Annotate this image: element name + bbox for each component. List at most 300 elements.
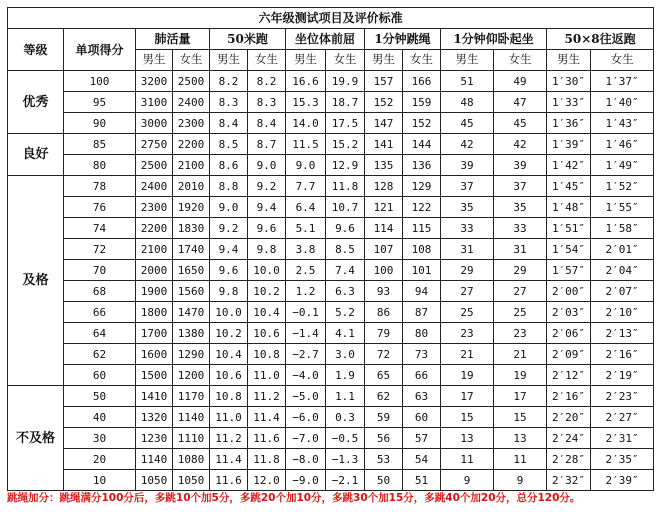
value-cell: 11.0 — [248, 365, 286, 386]
value-cell: 2200 — [136, 218, 173, 239]
value-cell: 29 — [441, 260, 494, 281]
value-cell: 2′03″ — [547, 302, 591, 323]
value-cell: 53 — [365, 449, 403, 470]
value-cell: 115 — [403, 218, 441, 239]
value-cell: 144 — [403, 134, 441, 155]
value-cell: 1′54″ — [547, 239, 591, 260]
level-cell: 优秀 — [8, 71, 64, 134]
score-cell: 76 — [64, 197, 136, 218]
value-cell: 1′58″ — [591, 218, 654, 239]
value-cell: 10.7 — [326, 197, 365, 218]
value-cell: 10.2 — [248, 281, 286, 302]
gender-female: 女生 — [494, 50, 547, 71]
value-cell: 8.4 — [248, 113, 286, 134]
score-cell: 50 — [64, 386, 136, 407]
score-cell: 40 — [64, 407, 136, 428]
table-row — [8, 365, 654, 386]
value-cell: 9.8 — [210, 281, 248, 302]
value-cell: 141 — [365, 134, 403, 155]
score-cell: 78 — [64, 176, 136, 197]
value-cell: 100 — [365, 260, 403, 281]
value-cell: 39 — [441, 155, 494, 176]
value-cell: 5.2 — [326, 302, 365, 323]
header-shuttle-run: 50×8往返跑 — [547, 29, 654, 50]
value-cell: 8.8 — [210, 176, 248, 197]
table-row — [8, 302, 654, 323]
score-cell: 68 — [64, 281, 136, 302]
value-cell: 17.5 — [326, 113, 365, 134]
value-cell: 1.2 — [286, 281, 326, 302]
value-cell: 2300 — [173, 113, 210, 134]
header-vital-capacity: 肺活量 — [136, 29, 210, 50]
value-cell: 11.0 — [210, 407, 248, 428]
value-cell: 1470 — [173, 302, 210, 323]
value-cell: 2′07″ — [591, 281, 654, 302]
value-cell: 2200 — [173, 134, 210, 155]
value-cell: 9.0 — [286, 155, 326, 176]
value-cell: 9.4 — [248, 197, 286, 218]
table-row — [8, 71, 654, 92]
value-cell: 45 — [494, 113, 547, 134]
value-cell: 16.6 — [286, 71, 326, 92]
score-cell: 20 — [64, 449, 136, 470]
value-cell: 19 — [441, 365, 494, 386]
value-cell: 9.2 — [248, 176, 286, 197]
score-cell: 85 — [64, 134, 136, 155]
table-row — [8, 176, 654, 197]
rope-bonus-note: 跳绳加分：跳绳满分100分后，多跳10个加5分，多跳20个加10分，多跳30个加15分，多跳40个加20分，总分120分。 — [7, 492, 581, 504]
value-cell: 2′19″ — [591, 365, 654, 386]
value-cell: 1′36″ — [547, 113, 591, 134]
value-cell: 2′13″ — [591, 323, 654, 344]
value-cell: 21 — [494, 344, 547, 365]
gender-male: 男生 — [365, 50, 403, 71]
value-cell: 2′35″ — [591, 449, 654, 470]
value-cell: 63 — [403, 386, 441, 407]
value-cell: −5.0 — [286, 386, 326, 407]
score-cell: 100 — [64, 71, 136, 92]
value-cell: 1290 — [173, 344, 210, 365]
value-cell: 9.0 — [210, 197, 248, 218]
value-cell: 11 — [494, 449, 547, 470]
standards-table-wrapper — [7, 7, 653, 491]
table-title: 六年级测试项目及评价标准 — [8, 8, 654, 29]
value-cell: 121 — [365, 197, 403, 218]
value-cell: 27 — [494, 281, 547, 302]
value-cell: 49 — [494, 71, 547, 92]
value-cell: 11.2 — [248, 386, 286, 407]
value-cell: 8.2 — [210, 71, 248, 92]
value-cell: 2500 — [136, 155, 173, 176]
header-row — [8, 29, 654, 50]
value-cell: 35 — [494, 197, 547, 218]
table-row — [8, 281, 654, 302]
value-cell: 1′49″ — [591, 155, 654, 176]
value-cell: 47 — [494, 92, 547, 113]
value-cell: 8.3 — [210, 92, 248, 113]
value-cell: 2′00″ — [547, 281, 591, 302]
value-cell: 157 — [365, 71, 403, 92]
value-cell: 17 — [494, 386, 547, 407]
score-cell: 10 — [64, 470, 136, 491]
value-cell: 1.1 — [326, 386, 365, 407]
value-cell: 11.8 — [326, 176, 365, 197]
value-cell: 2′23″ — [591, 386, 654, 407]
value-cell: 59 — [365, 407, 403, 428]
value-cell: 33 — [441, 218, 494, 239]
value-cell: 152 — [365, 92, 403, 113]
value-cell: 1700 — [136, 323, 173, 344]
gender-male: 男生 — [547, 50, 591, 71]
value-cell: 1800 — [136, 302, 173, 323]
value-cell: 79 — [365, 323, 403, 344]
value-cell: 5.1 — [286, 218, 326, 239]
value-cell: −8.0 — [286, 449, 326, 470]
value-cell: 9.2 — [210, 218, 248, 239]
value-cell: 1900 — [136, 281, 173, 302]
value-cell: 11.4 — [248, 407, 286, 428]
value-cell: 2′32″ — [547, 470, 591, 491]
value-cell: 8.5 — [326, 239, 365, 260]
value-cell: 101 — [403, 260, 441, 281]
value-cell: 2100 — [173, 155, 210, 176]
value-cell: 37 — [494, 176, 547, 197]
value-cell: 51 — [441, 71, 494, 92]
value-cell: 1500 — [136, 365, 173, 386]
gender-male: 男生 — [441, 50, 494, 71]
value-cell: 2400 — [173, 92, 210, 113]
value-cell: 10.4 — [210, 344, 248, 365]
value-cell: 2′06″ — [547, 323, 591, 344]
table-row — [8, 218, 654, 239]
value-cell: 1600 — [136, 344, 173, 365]
value-cell: 1170 — [173, 386, 210, 407]
value-cell: 136 — [403, 155, 441, 176]
value-cell: 1.9 — [326, 365, 365, 386]
score-cell: 72 — [64, 239, 136, 260]
value-cell: 1050 — [173, 470, 210, 491]
level-cell: 良好 — [8, 134, 64, 176]
value-cell: 2′04″ — [591, 260, 654, 281]
value-cell: 19 — [494, 365, 547, 386]
value-cell: 57 — [403, 428, 441, 449]
value-cell: 2100 — [136, 239, 173, 260]
value-cell: 166 — [403, 71, 441, 92]
value-cell: 129 — [403, 176, 441, 197]
value-cell: 2000 — [136, 260, 173, 281]
value-cell: 8.5 — [210, 134, 248, 155]
value-cell: 27 — [441, 281, 494, 302]
header-sit-and-reach: 坐位体前屈 — [286, 29, 365, 50]
gender-male: 男生 — [210, 50, 248, 71]
value-cell: 48 — [441, 92, 494, 113]
value-cell: 35 — [441, 197, 494, 218]
value-cell: 56 — [365, 428, 403, 449]
value-cell: 60 — [403, 407, 441, 428]
value-cell: 11 — [441, 449, 494, 470]
value-cell: 1′30″ — [547, 71, 591, 92]
value-cell: 2′31″ — [591, 428, 654, 449]
table-row — [8, 470, 654, 491]
table-row — [8, 197, 654, 218]
value-cell: 7.4 — [326, 260, 365, 281]
value-cell: 12.0 — [248, 470, 286, 491]
value-cell: 8.3 — [248, 92, 286, 113]
value-cell: 17 — [441, 386, 494, 407]
value-cell: −4.0 — [286, 365, 326, 386]
value-cell: 9.6 — [326, 218, 365, 239]
gender-male: 男生 — [286, 50, 326, 71]
value-cell: 10.6 — [210, 365, 248, 386]
value-cell: 11.2 — [210, 428, 248, 449]
value-cell: 1920 — [173, 197, 210, 218]
value-cell: 42 — [441, 134, 494, 155]
standards-table — [7, 7, 654, 491]
value-cell: 2′39″ — [591, 470, 654, 491]
value-cell: 10.4 — [248, 302, 286, 323]
gender-female: 女生 — [248, 50, 286, 71]
value-cell: 1′51″ — [547, 218, 591, 239]
value-cell: 18.7 — [326, 92, 365, 113]
value-cell: 19.9 — [326, 71, 365, 92]
value-cell: 86 — [365, 302, 403, 323]
value-cell: 1140 — [173, 407, 210, 428]
value-cell: 1′52″ — [591, 176, 654, 197]
table-row — [8, 239, 654, 260]
value-cell: 7.7 — [286, 176, 326, 197]
value-cell: 1410 — [136, 386, 173, 407]
value-cell: 2500 — [173, 71, 210, 92]
value-cell: 10.8 — [210, 386, 248, 407]
score-cell: 74 — [64, 218, 136, 239]
value-cell: 9.4 — [210, 239, 248, 260]
value-cell: 9.6 — [248, 218, 286, 239]
score-cell: 60 — [64, 365, 136, 386]
value-cell: 2750 — [136, 134, 173, 155]
value-cell: 3.0 — [326, 344, 365, 365]
value-cell: 25 — [441, 302, 494, 323]
value-cell: −9.0 — [286, 470, 326, 491]
value-cell: 11.8 — [248, 449, 286, 470]
value-cell: 11.6 — [248, 428, 286, 449]
header-50m-run: 50米跑 — [210, 29, 286, 50]
table-row — [8, 428, 654, 449]
table-row — [8, 407, 654, 428]
score-cell: 66 — [64, 302, 136, 323]
value-cell: 2′09″ — [547, 344, 591, 365]
header-level: 等级 — [8, 29, 64, 71]
value-cell: 2300 — [136, 197, 173, 218]
value-cell: 72 — [365, 344, 403, 365]
value-cell: 21 — [441, 344, 494, 365]
value-cell: 1′45″ — [547, 176, 591, 197]
value-cell: 10.2 — [210, 323, 248, 344]
value-cell: 15.3 — [286, 92, 326, 113]
value-cell: 159 — [403, 92, 441, 113]
value-cell: −2.1 — [326, 470, 365, 491]
table-row — [8, 155, 654, 176]
value-cell: 1740 — [173, 239, 210, 260]
value-cell: 8.7 — [248, 134, 286, 155]
value-cell: 73 — [403, 344, 441, 365]
value-cell: −0.1 — [286, 302, 326, 323]
value-cell: 1110 — [173, 428, 210, 449]
value-cell: 1140 — [136, 449, 173, 470]
value-cell: 2400 — [136, 176, 173, 197]
value-cell: 54 — [403, 449, 441, 470]
value-cell: 10.0 — [248, 260, 286, 281]
value-cell: 1560 — [173, 281, 210, 302]
value-cell: 62 — [365, 386, 403, 407]
value-cell: 1′48″ — [547, 197, 591, 218]
value-cell: 1′46″ — [591, 134, 654, 155]
title-row — [8, 8, 654, 29]
level-cell: 及格 — [8, 176, 64, 386]
value-cell: 11.5 — [286, 134, 326, 155]
value-cell: 9 — [441, 470, 494, 491]
table-row — [8, 386, 654, 407]
table-row — [8, 113, 654, 134]
value-cell: 93 — [365, 281, 403, 302]
value-cell: −2.7 — [286, 344, 326, 365]
value-cell: 2.5 — [286, 260, 326, 281]
value-cell: 8.4 — [210, 113, 248, 134]
value-cell: 0.3 — [326, 407, 365, 428]
value-cell: 12.9 — [326, 155, 365, 176]
value-cell: 11.4 — [210, 449, 248, 470]
value-cell: 9.0 — [248, 155, 286, 176]
value-cell: 51 — [403, 470, 441, 491]
value-cell: 1230 — [136, 428, 173, 449]
value-cell: −7.0 — [286, 428, 326, 449]
value-cell: 1830 — [173, 218, 210, 239]
value-cell: 128 — [365, 176, 403, 197]
value-cell: 122 — [403, 197, 441, 218]
value-cell: 10.8 — [248, 344, 286, 365]
value-cell: 1650 — [173, 260, 210, 281]
value-cell: 1050 — [136, 470, 173, 491]
value-cell: 10.6 — [248, 323, 286, 344]
value-cell: 15 — [441, 407, 494, 428]
value-cell: 147 — [365, 113, 403, 134]
value-cell: 37 — [441, 176, 494, 197]
value-cell: 9.6 — [210, 260, 248, 281]
value-cell: 1380 — [173, 323, 210, 344]
value-cell: 2′28″ — [547, 449, 591, 470]
value-cell: 4.1 — [326, 323, 365, 344]
header-rope-skipping: 1分钟跳绳 — [365, 29, 441, 50]
value-cell: 14.0 — [286, 113, 326, 134]
value-cell: 50 — [365, 470, 403, 491]
value-cell: 152 — [403, 113, 441, 134]
value-cell: 11.6 — [210, 470, 248, 491]
value-cell: 29 — [494, 260, 547, 281]
value-cell: 3200 — [136, 71, 173, 92]
value-cell: 114 — [365, 218, 403, 239]
value-cell: 2′12″ — [547, 365, 591, 386]
table-row — [8, 344, 654, 365]
value-cell: 6.3 — [326, 281, 365, 302]
value-cell: 107 — [365, 239, 403, 260]
table-row — [8, 449, 654, 470]
value-cell: 3100 — [136, 92, 173, 113]
value-cell: 23 — [494, 323, 547, 344]
header-score: 单项得分 — [64, 29, 136, 71]
value-cell: 13 — [441, 428, 494, 449]
value-cell: −1.3 — [326, 449, 365, 470]
value-cell: 6.4 — [286, 197, 326, 218]
level-cell: 不及格 — [8, 386, 64, 491]
value-cell: 2′01″ — [591, 239, 654, 260]
value-cell: 25 — [494, 302, 547, 323]
value-cell: 23 — [441, 323, 494, 344]
value-cell: 108 — [403, 239, 441, 260]
header-sit-ups: 1分钟仰卧起坐 — [441, 29, 547, 50]
gender-male: 男生 — [136, 50, 173, 71]
gender-female: 女生 — [326, 50, 365, 71]
gender-female: 女生 — [591, 50, 654, 71]
value-cell: 31 — [494, 239, 547, 260]
value-cell: 1′33″ — [547, 92, 591, 113]
value-cell: 42 — [494, 134, 547, 155]
value-cell: 31 — [441, 239, 494, 260]
value-cell: 3000 — [136, 113, 173, 134]
value-cell: −1.4 — [286, 323, 326, 344]
value-cell: 2010 — [173, 176, 210, 197]
value-cell: 1′43″ — [591, 113, 654, 134]
value-cell: 13 — [494, 428, 547, 449]
value-cell: 15 — [494, 407, 547, 428]
value-cell: 1200 — [173, 365, 210, 386]
value-cell: 1′42″ — [547, 155, 591, 176]
score-cell: 70 — [64, 260, 136, 281]
value-cell: 1′57″ — [547, 260, 591, 281]
value-cell: 94 — [403, 281, 441, 302]
value-cell: 1′40″ — [591, 92, 654, 113]
value-cell: 66 — [403, 365, 441, 386]
value-cell: −0.5 — [326, 428, 365, 449]
value-cell: 65 — [365, 365, 403, 386]
value-cell: 1′37″ — [591, 71, 654, 92]
score-cell: 95 — [64, 92, 136, 113]
table-row — [8, 92, 654, 113]
table-row — [8, 134, 654, 155]
value-cell: 2′20″ — [547, 407, 591, 428]
value-cell: 39 — [494, 155, 547, 176]
value-cell: 2′27″ — [591, 407, 654, 428]
value-cell: 1080 — [173, 449, 210, 470]
value-cell: 15.2 — [326, 134, 365, 155]
value-cell: 3.8 — [286, 239, 326, 260]
value-cell: 45 — [441, 113, 494, 134]
gender-female: 女生 — [173, 50, 210, 71]
value-cell: 8.2 — [248, 71, 286, 92]
value-cell: 9 — [494, 470, 547, 491]
value-cell: 1′39″ — [547, 134, 591, 155]
value-cell: 10.0 — [210, 302, 248, 323]
value-cell: 9.8 — [248, 239, 286, 260]
table-row — [8, 260, 654, 281]
score-cell: 64 — [64, 323, 136, 344]
value-cell: 1320 — [136, 407, 173, 428]
score-cell: 80 — [64, 155, 136, 176]
value-cell: 2′16″ — [547, 386, 591, 407]
score-cell: 62 — [64, 344, 136, 365]
value-cell: 135 — [365, 155, 403, 176]
score-cell: 90 — [64, 113, 136, 134]
table-row — [8, 323, 654, 344]
score-cell: 30 — [64, 428, 136, 449]
